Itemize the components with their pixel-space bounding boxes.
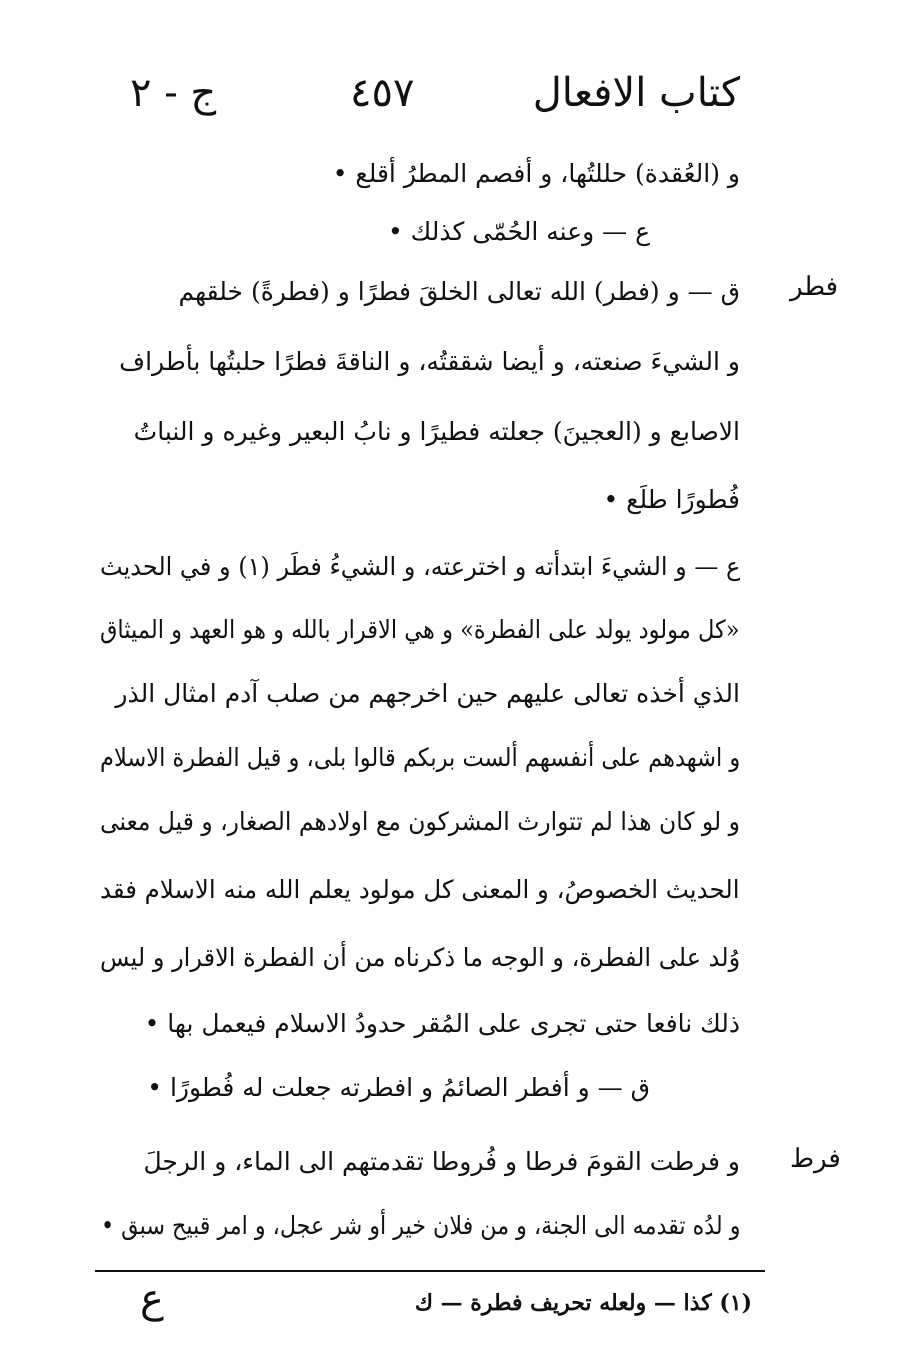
- main-text: [100, 0, 740, 1260]
- part-number: ج - ٢: [130, 70, 217, 116]
- text-line: و لو كان هذا لم تتوارث المشركون مع اولادهم الصغار، و قيل معنى: [100, 807, 740, 836]
- text-line: الاصابع و (العجينَ) جعلته فطيرًا و نابُ البعير وغيره و النباتُ: [133, 417, 740, 446]
- text-line: «كل مولود يولد على الفطرة» و هي الاقرار بالله و هو العهد و الميثاق: [100, 615, 740, 644]
- text-line: وُلد على الفطرة، و الوجه ما ذكرناه من أن الفطرة الاقرار و ليس: [99, 943, 740, 972]
- margin-word-farat: فرط: [790, 1144, 841, 1174]
- book-title: كتاب الافعال: [532, 70, 740, 116]
- text-line: و (العُقدة) حللتُها، و أفصم المطرُ أقلع •: [332, 159, 740, 188]
- footnote: (١) كذا — ولعله تحريف فطرة — ك: [414, 1290, 752, 1316]
- text-line: ع — وعنه الحُمّى كذلك •: [387, 217, 650, 246]
- text-line: و لدُه تقدمه الى الجنة، و من فلان خير أو شر عجل، و امر قبيح سبق •: [100, 1211, 740, 1240]
- text-line: ذلك نافعا حتى تجرى على المُقر حدودُ الاسلام فيعمل بها •: [144, 1009, 740, 1038]
- catchword: ع: [140, 1276, 164, 1322]
- text-line: ع — و الشيءَ ابتدأته و اخترعته، و الشيءُ فطَر (١) و في الحديث: [99, 552, 740, 581]
- text-line: فُطورًا طلَع •: [603, 485, 740, 514]
- text-line: و الشيءَ صنعته، و أيضا شققتُه، و الناقةَ فطرًا حلبتُها بأطراف: [119, 347, 740, 376]
- footnote-rule: [95, 1270, 765, 1272]
- text-line: و فرطت القومَ فرطا و فُروطا تقدمتهم الى الماء، و الرجلَ: [143, 1147, 740, 1176]
- text-line: ق — و أفطر الصائمُ و افطرته جعلت له فُطورًا •: [147, 1073, 650, 1102]
- text-line: الذي أخذه تعالى عليهم حين اخرجهم من صلب آدم امثال الذر: [115, 679, 740, 708]
- page-number: ٤٥٧: [350, 70, 415, 116]
- text-line: و اشهدهم على أنفسهم ألست بربكم قالوا بلى، و قيل الفطرة الاسلام: [99, 743, 740, 772]
- text-line: الحديث الخصوصُ، و المعنى كل مولود يعلم الله منه الاسلام فقد: [100, 875, 740, 904]
- margin-word-fatr: فطر: [790, 272, 839, 302]
- text-line: ق — و (فطر) الله تعالى الخلقَ فطرًا و (فطرةً) خلقهم: [178, 277, 740, 306]
